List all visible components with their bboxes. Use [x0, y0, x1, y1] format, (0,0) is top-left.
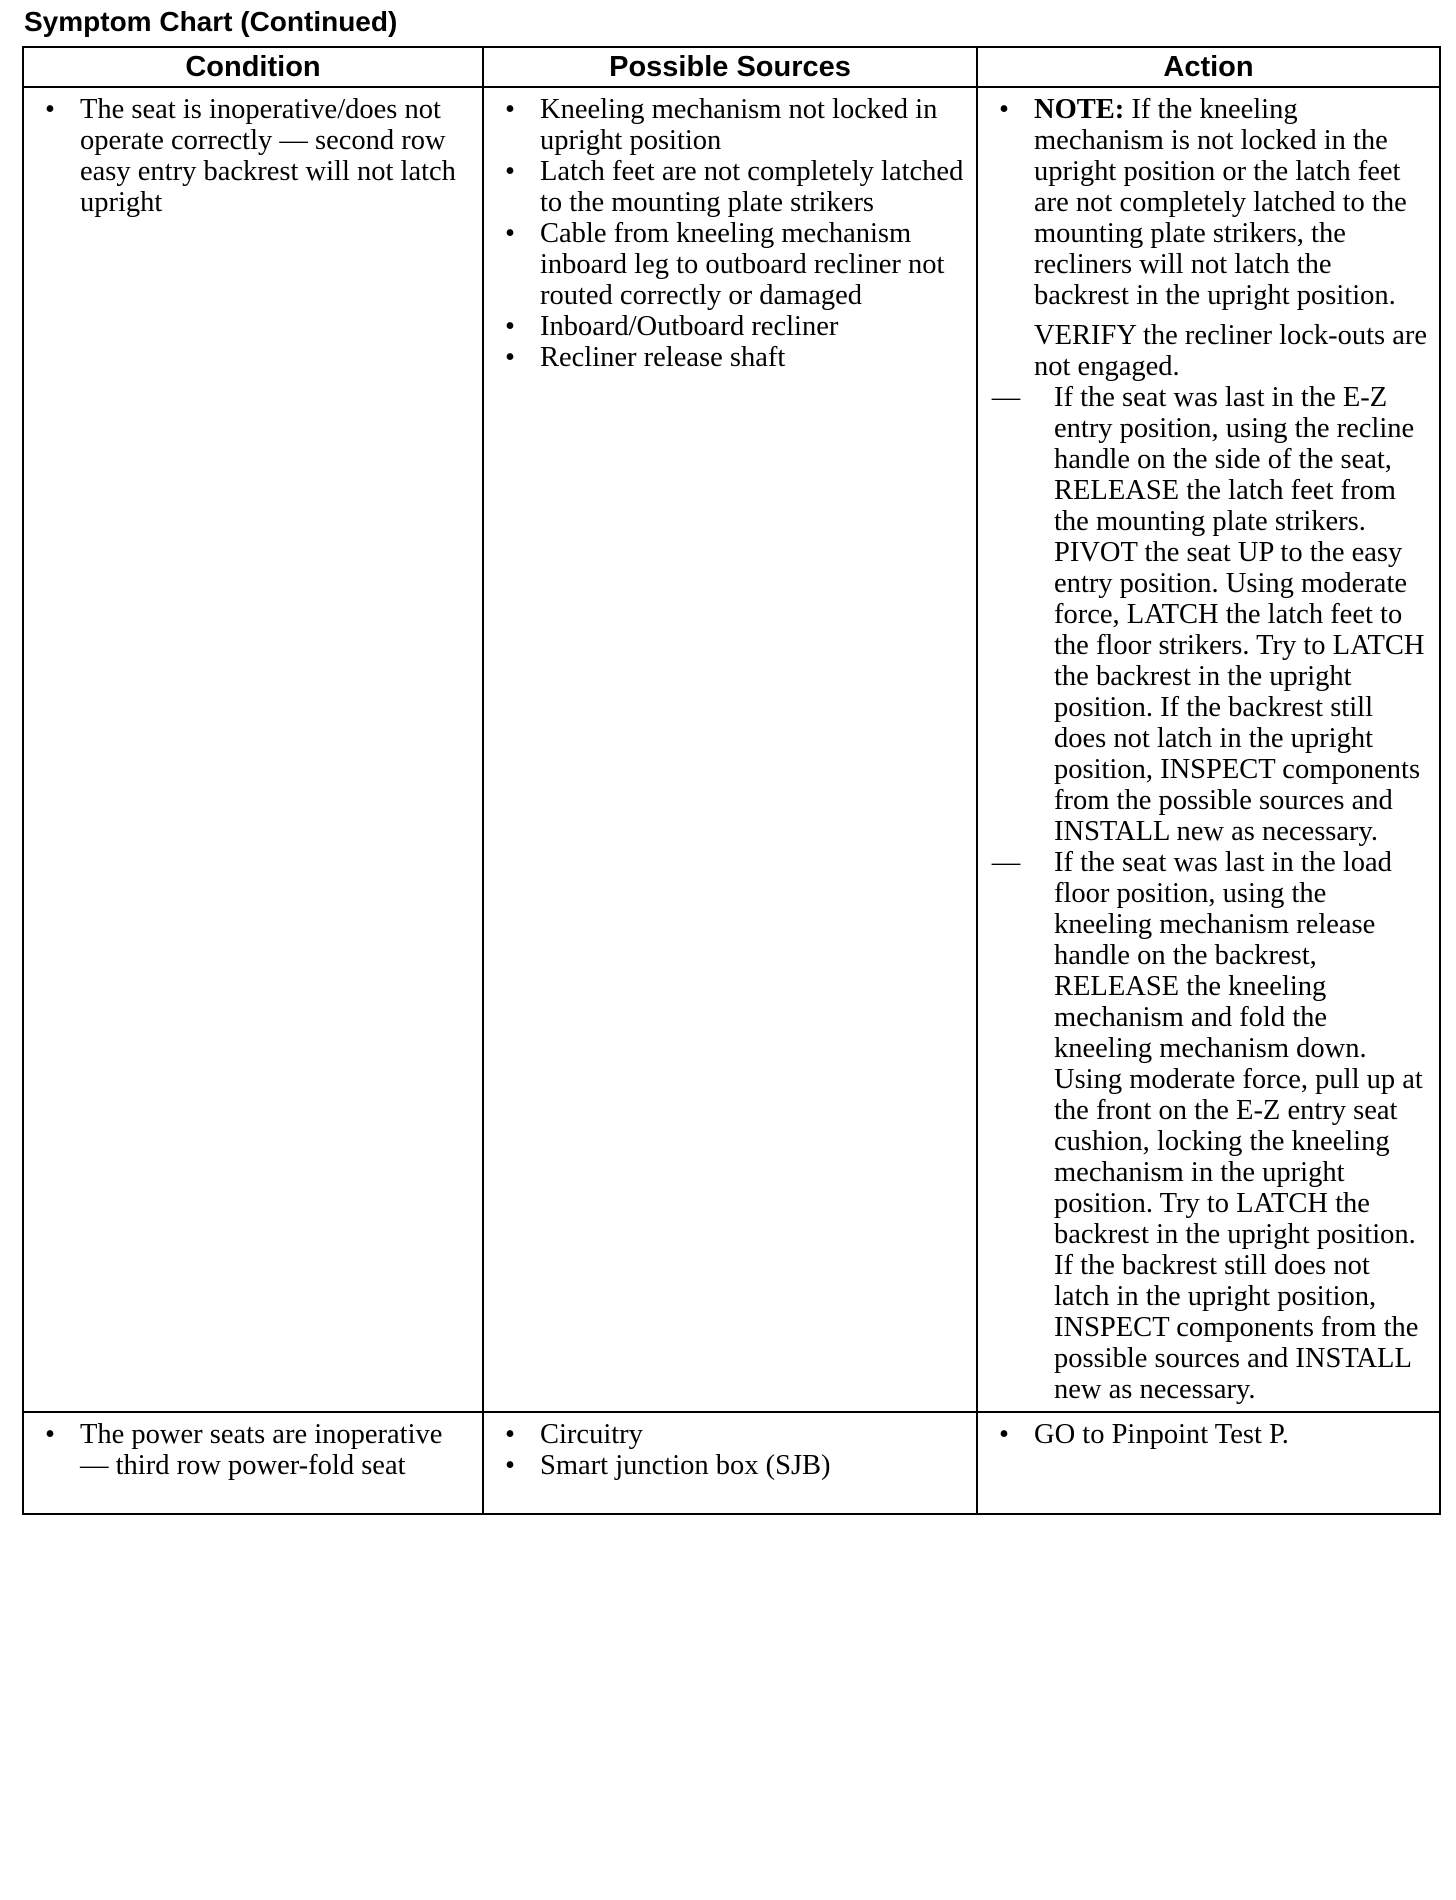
table-header-row: [23, 47, 1440, 87]
bullet-icon: •: [999, 94, 1009, 125]
bullet-icon: •: [505, 1419, 515, 1450]
page-title: Symptom Chart (Continued): [24, 6, 398, 37]
list-item: [986, 382, 1431, 847]
table-row: [23, 1412, 1440, 1514]
condition-list: [32, 94, 474, 218]
bullet-icon: •: [999, 1419, 1009, 1450]
symptom-chart-table: [22, 46, 1441, 1515]
condition-text: The seat is inoperative/does not operate correctly — second row easy entry backrest will not latch upright: [80, 94, 456, 218]
table-row: [23, 87, 1440, 1412]
list-item: [492, 1450, 968, 1481]
list-item: [492, 342, 968, 373]
list-item: [986, 94, 1431, 382]
note-label: NOTE:: [1034, 94, 1125, 125]
bullet-icon: •: [45, 94, 55, 125]
sources-list: [492, 94, 968, 373]
bullet-icon: •: [505, 218, 515, 249]
list-item: [492, 218, 968, 311]
condition-cell: [23, 1412, 483, 1514]
bullet-icon: •: [505, 311, 515, 342]
action-list: [986, 1419, 1431, 1450]
list-item: [492, 94, 968, 156]
bullet-icon: •: [505, 94, 515, 125]
list-item: [492, 1419, 968, 1450]
source-text: Latch feet are not completely latched to the mounting plate strikers: [540, 156, 964, 218]
note-text: If the kneeling mechanism is not locked in the upright position or the latch feet are not completely latched to the mounting plate strikers, the recliners will not latch the backrest in the upright position.: [1034, 94, 1407, 311]
condition-text: The power seats are inoperative — third row power-fold seat: [80, 1419, 443, 1481]
action-steps: [986, 382, 1431, 1405]
list-item: [32, 1419, 474, 1481]
action-list: [986, 94, 1431, 382]
source-text: Recliner release shaft: [540, 342, 786, 373]
list-item: [986, 847, 1431, 1405]
column-header-condition: Condition: [23, 47, 483, 87]
condition-list: [32, 1419, 474, 1481]
bullet-icon: •: [505, 342, 515, 373]
list-item: [32, 94, 474, 218]
list-item: [492, 156, 968, 218]
list-item: [986, 1419, 1431, 1450]
condition-cell: [23, 87, 483, 1412]
column-header-possible-sources: Possible Sources: [483, 47, 977, 87]
bullet-icon: •: [505, 1450, 515, 1481]
sources-cell: [483, 1412, 977, 1514]
action-step-text: If the seat was last in the E-Z entry position, using the recline handle on the side of the seat, RELEASE the latch feet from the mounting plate strikers. PIVOT the seat UP to the easy entry position. Using moderate force, LATCH the latch feet to the floor strikers. Try to LATCH the backrest in the upright position. If the backrest still does not latch in the upright position, INSPECT components from the possible sources and INSTALL new as necessary.: [1054, 382, 1425, 847]
source-text: Smart junction box (SJB): [540, 1450, 831, 1481]
list-item: [492, 311, 968, 342]
sources-list: [492, 1419, 968, 1481]
action-text: GO to Pinpoint Test P.: [1034, 1419, 1289, 1450]
bullet-icon: •: [505, 156, 515, 187]
source-text: Kneeling mechanism not locked in upright position: [540, 94, 938, 156]
source-text: Cable from kneeling mechanism inboard leg to outboard recliner not routed correctly or damaged: [540, 218, 945, 311]
dash-icon: —: [991, 382, 1021, 413]
sources-cell: [483, 87, 977, 1412]
source-text: Circuitry: [540, 1419, 643, 1450]
action-step-text: If the seat was last in the load floor position, using the kneeling mechanism release handle on the backrest, RELEASE the kneeling mechanism and fold the kneeling mechanism down. Using moderate force, pull up at the front on the E-Z entry seat cushion, locking the kneeling mechanism in the upright position. Try to LATCH the backrest in the upright position. If the backrest still does not latch in the upright position, INSPECT components from the possible sources and INSTALL new as necessary.: [1054, 847, 1423, 1405]
action-cell: [977, 87, 1440, 1412]
column-header-action: Action: [977, 47, 1440, 87]
bullet-icon: •: [45, 1419, 55, 1450]
source-text: Inboard/Outboard recliner: [540, 311, 839, 342]
dash-icon: —: [991, 847, 1021, 878]
verify-instruction: VERIFY the recliner lock-outs are not engaged.: [1034, 320, 1428, 382]
action-cell: [977, 1412, 1440, 1514]
